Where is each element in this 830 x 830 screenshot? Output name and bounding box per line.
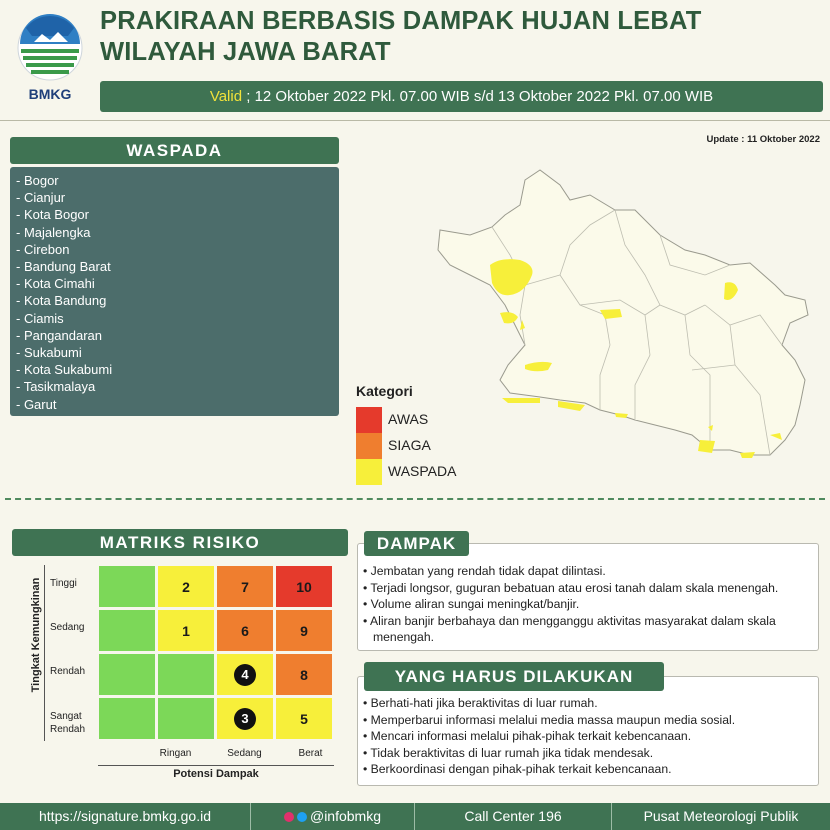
- section-divider: [5, 498, 825, 500]
- matrix-cell: [98, 697, 156, 740]
- matrix-y-title: Tingkat Kemungkinan: [30, 577, 42, 693]
- legend-label-waspada: WASPADA: [388, 463, 457, 479]
- page-title: [100, 6, 820, 68]
- list-item: • Jembatan yang rendah tidak dapat dilintasi.: [363, 564, 606, 578]
- matrix-cell: [98, 653, 156, 696]
- legend-swatch-siaga: [356, 433, 382, 459]
- footer-org: Pusat Meteorologi Publik: [643, 808, 799, 824]
- list-item: - Tasikmalaya: [16, 379, 96, 395]
- yang-harus-list: [363, 695, 815, 778]
- list-item: - Kota Bandung: [16, 293, 107, 309]
- matrix-cell: [216, 565, 274, 608]
- matrix-title: MATRIKS RISIKO: [12, 529, 348, 556]
- matrix-col-label: Ringan: [159, 748, 192, 759]
- list-item: - Kota Cimahi: [16, 276, 95, 292]
- dampak-list: [363, 563, 815, 646]
- matrix-cell-value: 10: [296, 578, 312, 595]
- waspada-region-list: [10, 167, 339, 416]
- matrix-cell-value: 1: [182, 622, 190, 639]
- dampak-title: DAMPAK: [364, 531, 469, 556]
- matrix-cell: [275, 697, 333, 740]
- matrix-cell-value: 4: [234, 664, 256, 686]
- title-line-1: PRAKIRAAN BERBASIS DAMPAK HUJAN LEBAT: [100, 7, 702, 35]
- list-item: • Terjadi longsor, guguran bebatuan atau erosi tanah dalam skala menengah.: [363, 580, 779, 595]
- list-item: - Sukabumi: [16, 345, 82, 361]
- matrix-row-label: Sedang: [50, 622, 85, 633]
- legend-label-siaga: SIAGA: [388, 437, 431, 453]
- matrix-cell: [216, 609, 274, 652]
- matrix-cell-value: 5: [300, 710, 308, 727]
- valid-label: Valid: [209, 88, 243, 105]
- header-divider: [0, 120, 830, 121]
- footer-social[interactable]: [251, 803, 414, 830]
- list-item: - Cianjur: [16, 190, 66, 206]
- list-item: • Memperbarui informasi melalui media massa maupun media sosial.: [363, 712, 736, 727]
- footer-website-link[interactable]: https://signature.bmkg.go.id: [39, 808, 211, 824]
- legend-label-awas: AWAS: [388, 411, 429, 427]
- matrix-row-label: Tinggi: [50, 578, 77, 589]
- matrix-row-label: Sangat Rendah: [50, 711, 86, 735]
- waspada-area: [502, 398, 540, 403]
- matrix-cell: [98, 565, 156, 608]
- update-date: Update : 11 Oktober 2022: [706, 134, 820, 145]
- matrix-cell: [216, 697, 274, 740]
- list-item: - Bandung Barat: [16, 259, 111, 275]
- list-item: • Aliran banjir berbahaya dan mengganggu aktivitas masyarakat dalam skala menengah.: [363, 613, 776, 645]
- list-item: • Berkoordinasi dengan pihak-pihak terkait kebencanaan.: [363, 762, 672, 777]
- list-item: • Berhati-hati jika beraktivitas di luar rumah.: [363, 696, 598, 710]
- list-item: - Pangandaran: [16, 327, 103, 343]
- social-handle: @infobmkg: [309, 808, 382, 824]
- matrix-cell: [157, 653, 215, 696]
- waspada-title: WASPADA: [10, 137, 339, 164]
- title-line-2: WILAYAH JAWA BARAT: [100, 38, 391, 66]
- matrix-cell: [157, 609, 215, 652]
- list-item: - Majalengka: [16, 224, 91, 240]
- legend-swatch-awas: [356, 407, 382, 433]
- list-item: • Mencari informasi melalui pihak-pihak terkait kebencanaan.: [363, 729, 692, 744]
- matrix-cell: [216, 653, 274, 696]
- matrix-col-label: Sedang: [227, 748, 262, 759]
- matrix-cell-value: 3: [234, 708, 256, 730]
- list-item: - Garut: [16, 396, 57, 412]
- valid-period-text: ; 12 Oktober 2022 Pkl. 07.00 WIB s/d 13 Oktober 2022 Pkl. 07.00 WIB: [242, 88, 714, 105]
- instagram-icon: [284, 812, 294, 822]
- matrix-row-label: Rendah: [50, 666, 86, 677]
- list-item: • Volume aliran sungai meningkat/banjir.: [363, 597, 580, 612]
- legend-title: Kategori: [356, 383, 413, 399]
- matrix-cell-value: 6: [241, 622, 249, 639]
- matrix-cell-value: 7: [241, 578, 249, 595]
- province-outline: [438, 170, 808, 455]
- matrix-cell: [275, 609, 333, 652]
- matrix-cell: [275, 565, 333, 608]
- legend-swatch-waspada: [356, 459, 382, 485]
- bmkg-logo: [16, 14, 84, 106]
- list-item: - Kota Sukabumi: [16, 362, 113, 378]
- yang-harus-title: YANG HARUS DILAKUKAN: [364, 662, 664, 691]
- matrix-cell-value: 8: [300, 666, 308, 683]
- list-item: • Tidak beraktivitas di luar rumah jika tidak mendesak.: [363, 745, 654, 760]
- twitter-icon: [297, 812, 307, 822]
- bmkg-logo-emblem-icon: [16, 14, 84, 84]
- matrix-x-axis: [98, 765, 334, 766]
- matrix-y-axis: [44, 565, 45, 741]
- matrix-cell: [157, 565, 215, 608]
- west-java-map: [430, 165, 830, 465]
- matrix-x-title: Potensi Dampak: [173, 768, 259, 780]
- valid-period-bar: [100, 81, 823, 112]
- matrix-cell: [98, 609, 156, 652]
- matrix-cell-value: 2: [182, 578, 190, 595]
- matrix-col-label: Berat: [298, 748, 323, 759]
- waspada-area: [740, 452, 755, 458]
- list-item: - Ciamis: [16, 310, 64, 326]
- list-item: - Bogor: [16, 173, 59, 188]
- waspada-area: [698, 440, 715, 453]
- logo-text: BMKG: [28, 86, 72, 102]
- list-item: - Kota Bogor: [16, 207, 89, 223]
- matrix-cell: [157, 697, 215, 740]
- matrix-cell: [275, 653, 333, 696]
- matrix-cell-value: 9: [300, 622, 308, 639]
- list-item: - Cirebon: [16, 241, 70, 257]
- footer-call-center: Call Center 196: [464, 808, 562, 824]
- risk-matrix-grid: [98, 565, 334, 741]
